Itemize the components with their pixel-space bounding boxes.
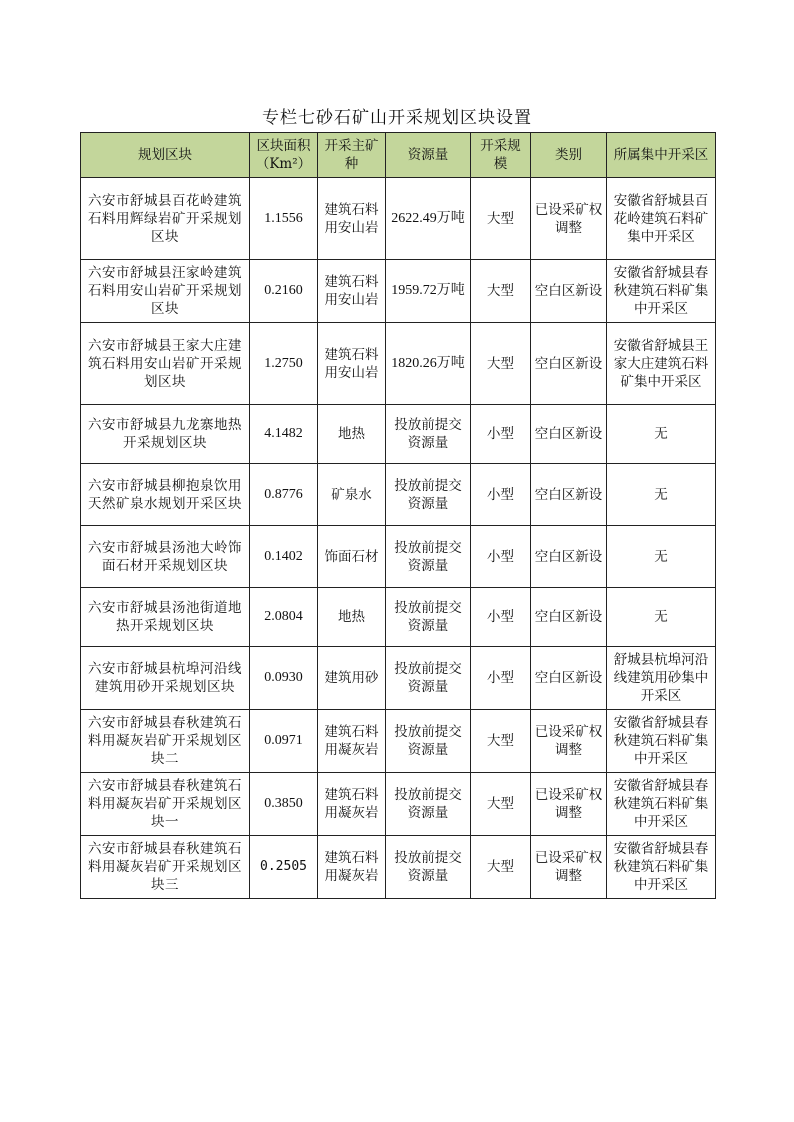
cell-mineral: 建筑石料用安山岩 <box>318 323 386 405</box>
table-row <box>81 836 716 899</box>
cell-resource: 1820.26万吨 <box>386 323 471 405</box>
cell-name: 六安市舒城县春秋建筑石料用凝灰岩矿开采规划区块三 <box>81 836 250 899</box>
header-name: 规划区块 <box>81 133 250 178</box>
cell-scale: 小型 <box>471 526 531 588</box>
cell-area: 0.8776 <box>250 464 318 526</box>
cell-name: 六安市舒城县王家大庄建筑石料用安山岩矿开采规划区块 <box>81 323 250 405</box>
cell-scale: 小型 <box>471 405 531 464</box>
cell-area: 4.1482 <box>250 405 318 464</box>
cell-category: 空白区新设 <box>531 323 607 405</box>
cell-resource: 投放前提交资源量 <box>386 836 471 899</box>
cell-zone: 舒城县杭埠河沿线建筑用砂集中开采区 <box>607 647 716 710</box>
header-zone: 所属集中开采区 <box>607 133 716 178</box>
cell-mineral: 建筑石料用安山岩 <box>318 260 386 323</box>
cell-resource: 投放前提交资源量 <box>386 464 471 526</box>
cell-resource: 投放前提交资源量 <box>386 526 471 588</box>
cell-name: 六安市舒城县杭埠河沿线建筑用砂开采规划区块 <box>81 647 250 710</box>
cell-scale: 大型 <box>471 836 531 899</box>
table-row <box>81 323 716 405</box>
cell-resource: 1959.72万吨 <box>386 260 471 323</box>
cell-area: 0.0930 <box>250 647 318 710</box>
cell-category: 已设采矿权调整 <box>531 178 607 260</box>
table-row <box>81 773 716 836</box>
cell-mineral: 建筑石料用凝灰岩 <box>318 773 386 836</box>
cell-resource: 2622.49万吨 <box>386 178 471 260</box>
table-row <box>81 178 716 260</box>
cell-mineral: 地热 <box>318 588 386 647</box>
cell-scale: 小型 <box>471 588 531 647</box>
cell-category: 空白区新设 <box>531 647 607 710</box>
cell-area: 2.0804 <box>250 588 318 647</box>
cell-scale: 大型 <box>471 323 531 405</box>
cell-name: 六安市舒城县九龙寨地热开采规划区块 <box>81 405 250 464</box>
cell-resource: 投放前提交资源量 <box>386 773 471 836</box>
cell-mineral: 建筑用砂 <box>318 647 386 710</box>
cell-zone: 无 <box>607 588 716 647</box>
cell-area: 0.2505 <box>250 836 318 899</box>
cell-name: 六安市舒城县百花岭建筑石料用辉绿岩矿开采规划区块 <box>81 178 250 260</box>
cell-zone: 无 <box>607 464 716 526</box>
cell-area: 1.2750 <box>250 323 318 405</box>
planning-blocks-table <box>80 132 716 899</box>
cell-mineral: 矿泉水 <box>318 464 386 526</box>
cell-category: 空白区新设 <box>531 464 607 526</box>
cell-zone: 安徽省舒城县春秋建筑石料矿集中开采区 <box>607 836 716 899</box>
cell-scale: 大型 <box>471 773 531 836</box>
cell-zone: 安徽省舒城县春秋建筑石料矿集中开采区 <box>607 710 716 773</box>
cell-name: 六安市舒城县汪家岭建筑石料用安山岩矿开采规划区块 <box>81 260 250 323</box>
cell-scale: 小型 <box>471 464 531 526</box>
cell-zone: 安徽省舒城县百花岭建筑石料矿集中开采区 <box>607 178 716 260</box>
cell-scale: 大型 <box>471 710 531 773</box>
header-mineral: 开采主矿种 <box>318 133 386 178</box>
cell-category: 空白区新设 <box>531 260 607 323</box>
cell-area: 0.0971 <box>250 710 318 773</box>
table-row <box>81 464 716 526</box>
cell-area: 0.1402 <box>250 526 318 588</box>
cell-category: 已设采矿权调整 <box>531 773 607 836</box>
cell-zone: 安徽省舒城县春秋建筑石料矿集中开采区 <box>607 773 716 836</box>
table-row <box>81 588 716 647</box>
cell-zone: 安徽省舒城县春秋建筑石料矿集中开采区 <box>607 260 716 323</box>
cell-name: 六安市舒城县汤池大岭饰面石材开采规划区块 <box>81 526 250 588</box>
cell-category: 空白区新设 <box>531 588 607 647</box>
cell-resource: 投放前提交资源量 <box>386 710 471 773</box>
table-row <box>81 260 716 323</box>
table-row <box>81 647 716 710</box>
cell-category: 空白区新设 <box>531 526 607 588</box>
cell-name: 六安市舒城县春秋建筑石料用凝灰岩矿开采规划区块二 <box>81 710 250 773</box>
cell-area: 0.2160 <box>250 260 318 323</box>
cell-zone: 无 <box>607 526 716 588</box>
header-category: 类别 <box>531 133 607 178</box>
cell-zone: 安徽省舒城县王家大庄建筑石料矿集中开采区 <box>607 323 716 405</box>
cell-zone: 无 <box>607 405 716 464</box>
cell-mineral: 地热 <box>318 405 386 464</box>
cell-scale: 小型 <box>471 647 531 710</box>
cell-category: 已设采矿权调整 <box>531 836 607 899</box>
table-title: 专栏七砂石矿山开采规划区块设置 <box>262 108 532 128</box>
cell-scale: 大型 <box>471 178 531 260</box>
cell-resource: 投放前提交资源量 <box>386 588 471 647</box>
cell-resource: 投放前提交资源量 <box>386 405 471 464</box>
cell-name: 六安市舒城县柳抱泉饮用天然矿泉水规划开采区块 <box>81 464 250 526</box>
table-row <box>81 526 716 588</box>
cell-name: 六安市舒城县汤池街道地热开采规划区块 <box>81 588 250 647</box>
cell-mineral: 建筑石料用安山岩 <box>318 178 386 260</box>
cell-resource: 投放前提交资源量 <box>386 647 471 710</box>
cell-mineral: 饰面石材 <box>318 526 386 588</box>
cell-scale: 大型 <box>471 260 531 323</box>
cell-mineral: 建筑石料用凝灰岩 <box>318 710 386 773</box>
table-row <box>81 710 716 773</box>
cell-area: 0.3850 <box>250 773 318 836</box>
cell-category: 已设采矿权调整 <box>531 710 607 773</box>
table-row <box>81 405 716 464</box>
header-resource: 资源量 <box>386 133 471 178</box>
header-area: 区块面积（Km²） <box>250 133 318 178</box>
cell-mineral: 建筑石料用凝灰岩 <box>318 836 386 899</box>
cell-category: 空白区新设 <box>531 405 607 464</box>
header-row <box>81 133 716 178</box>
cell-name: 六安市舒城县春秋建筑石料用凝灰岩矿开采规划区块一 <box>81 773 250 836</box>
cell-area: 1.1556 <box>250 178 318 260</box>
header-scale: 开采规模 <box>471 133 531 178</box>
